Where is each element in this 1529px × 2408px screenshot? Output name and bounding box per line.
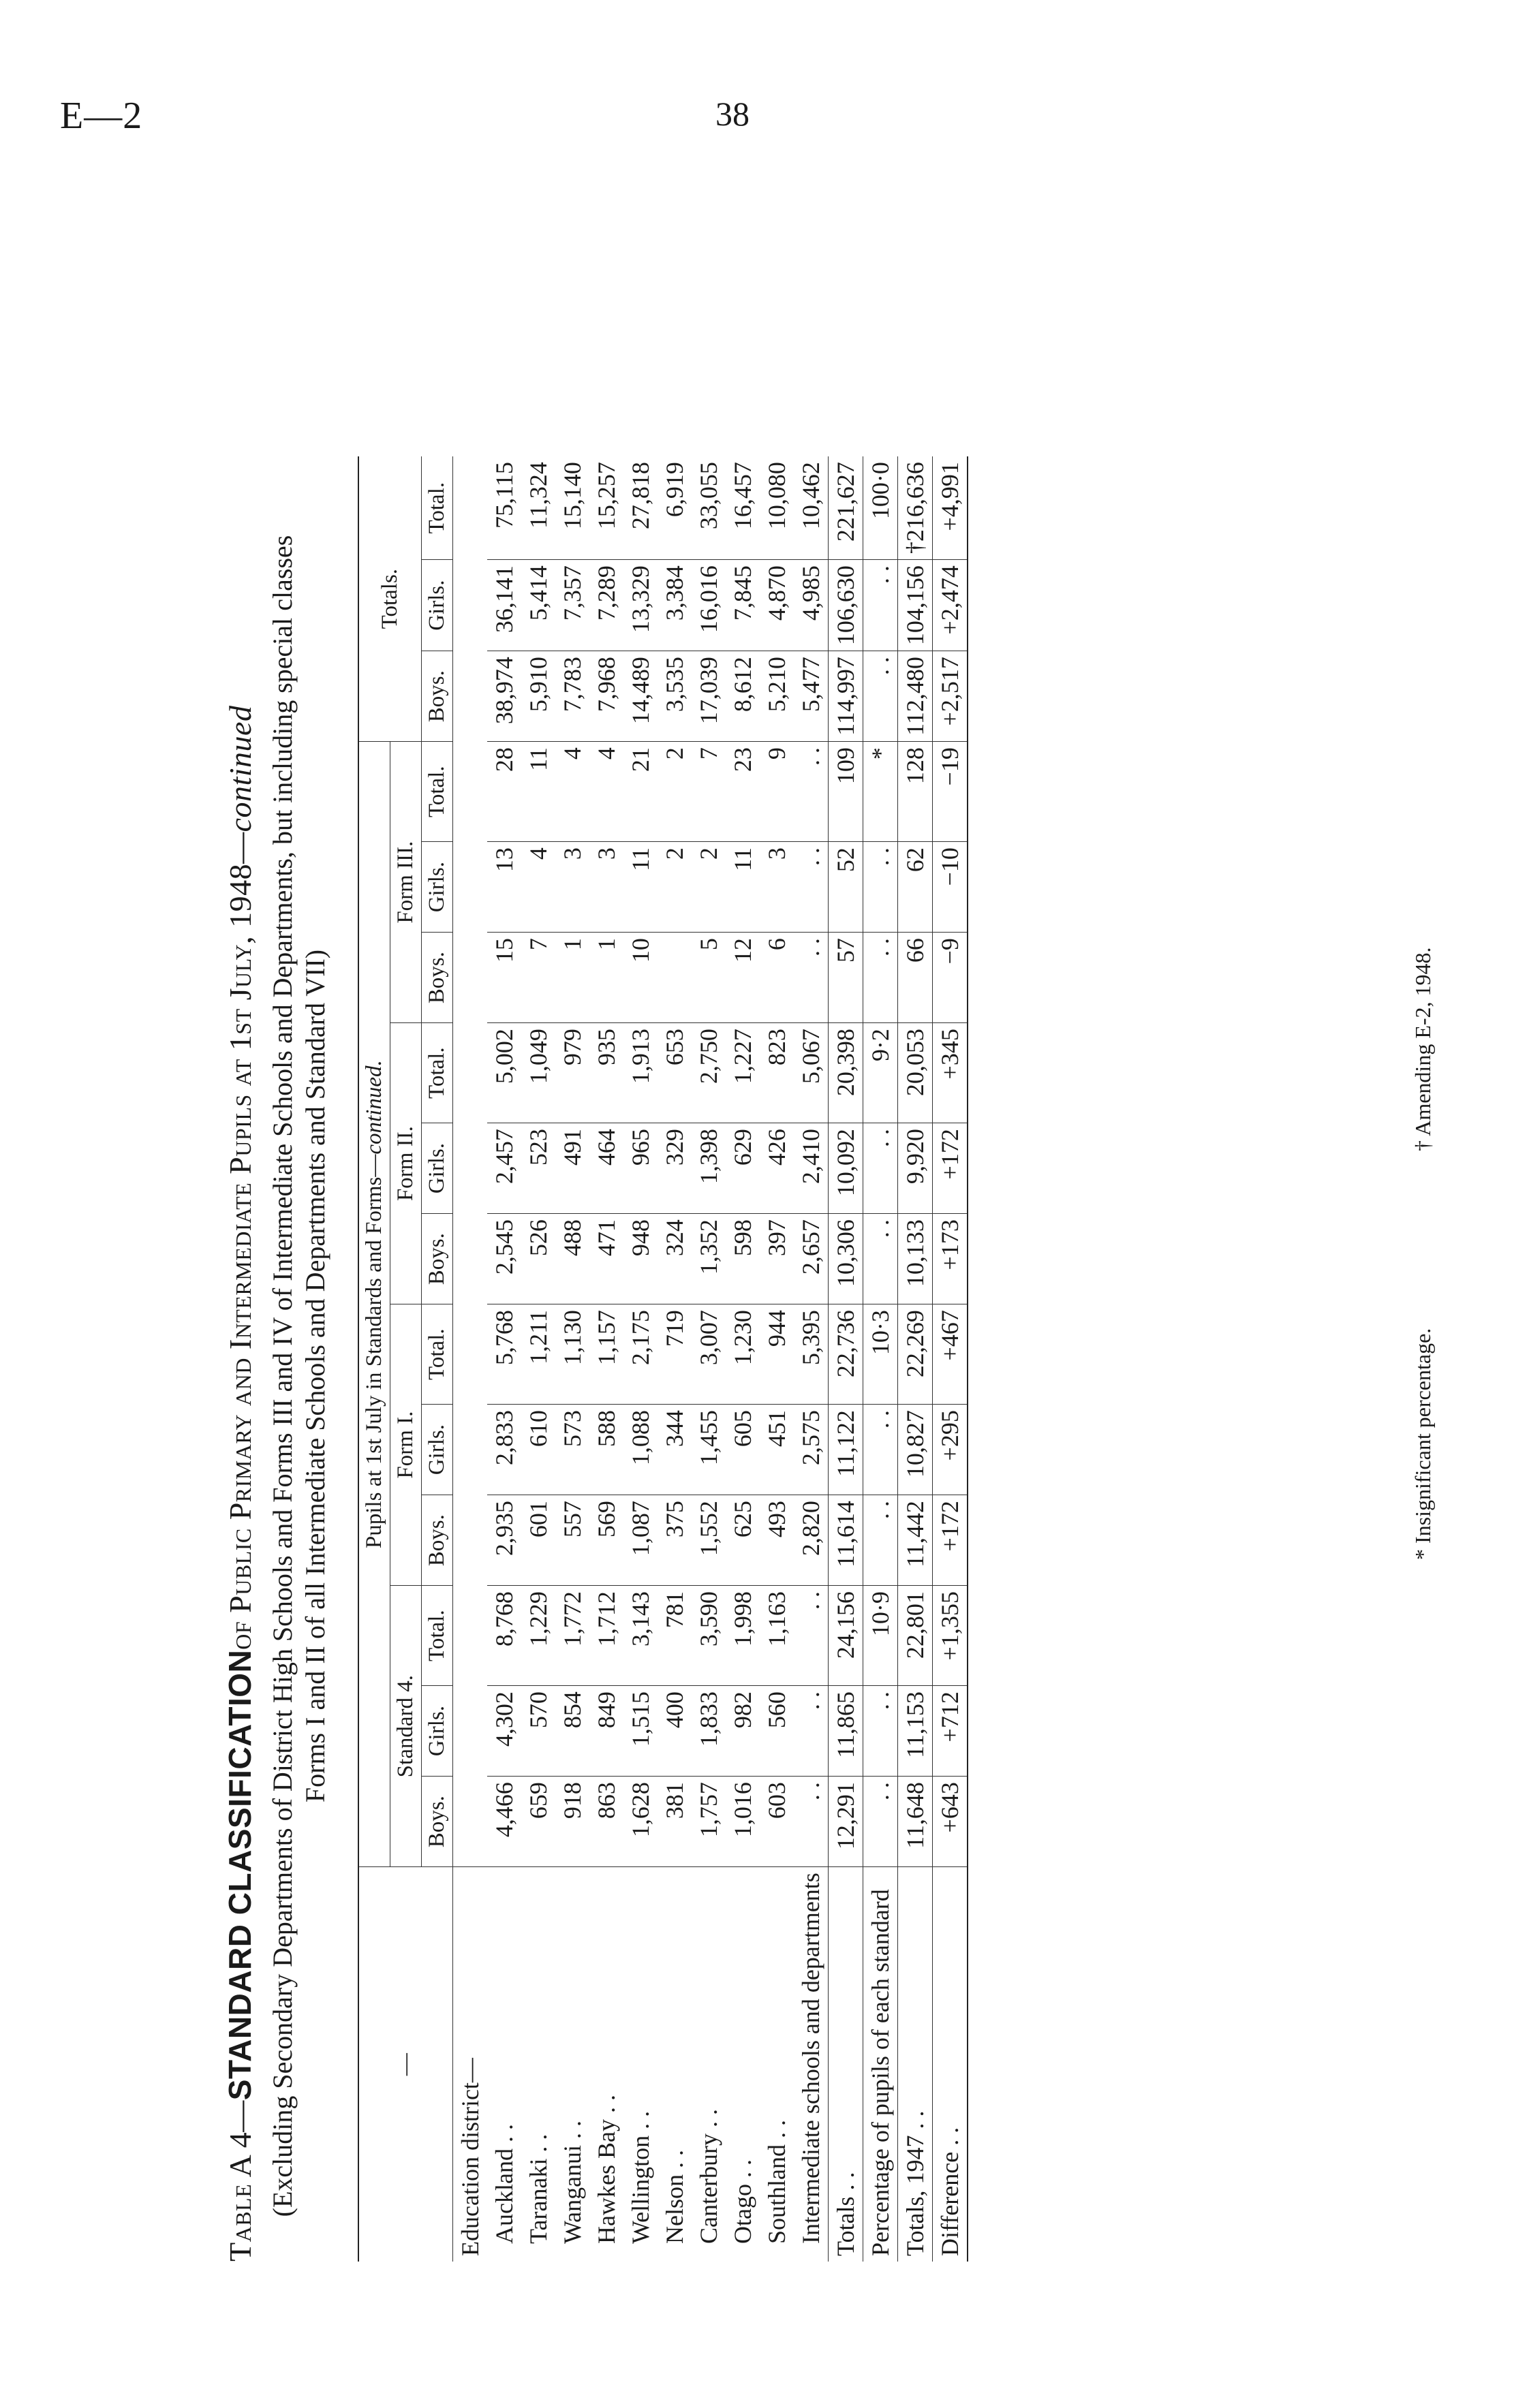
table-cell: 221,627 — [829, 456, 863, 560]
table-cell: 526 — [521, 1214, 555, 1304]
table-cell: 2,833 — [487, 1405, 521, 1495]
table-cell: 605 — [726, 1405, 760, 1495]
table-cell: 324 — [658, 1214, 692, 1304]
table-cell: 3 — [555, 842, 589, 933]
table-cell: 16,016 — [692, 560, 726, 651]
table-cell: 5,414 — [521, 560, 555, 651]
table-cell: 114,997 — [829, 651, 863, 742]
table-cell: 15 — [487, 933, 521, 1023]
table-cell: 1,352 — [692, 1214, 726, 1304]
table-cell: 20,053 — [898, 1023, 933, 1123]
table-cell: . . — [863, 933, 898, 1023]
district-row — [589, 456, 623, 2262]
table-cell: 38,974 — [487, 651, 521, 742]
table-cell: 397 — [760, 1214, 794, 1304]
table-cell: 24,156 — [829, 1586, 863, 1686]
row-label: Taranaki . . — [525, 2133, 552, 2244]
table-cell: 1 — [589, 933, 623, 1023]
table-body — [453, 456, 968, 2262]
table-cell: +643 — [933, 1777, 968, 1867]
group-standard-4: Standard 4. — [390, 1586, 422, 1867]
table-cell: 10·9 — [863, 1586, 898, 1686]
table-cell: 5,395 — [794, 1304, 829, 1405]
table-cell: 22,269 — [898, 1304, 933, 1405]
section-label: Education district— — [457, 2058, 484, 2256]
district-row — [623, 456, 658, 2262]
corner-cell: — — [358, 1867, 453, 2262]
table-cell: 610 — [521, 1405, 555, 1495]
table-cell: 598 — [726, 1214, 760, 1304]
table-cell: 100·0 — [863, 456, 898, 560]
table-cell: 9·2 — [863, 1023, 898, 1123]
subtitle-line-1: (Excluding Secondary Departments of District High Schools and Forms III and IV of Intermediate Schools and Departments, but including special classes — [267, 535, 298, 2217]
totals-row — [829, 456, 863, 2262]
table-cell: 7,289 — [589, 560, 623, 651]
table-cell: 12,291 — [829, 1777, 863, 1867]
table-cell: * — [863, 742, 898, 842]
table-cell: +172 — [933, 1495, 968, 1586]
table-cell: 10,080 — [760, 456, 794, 560]
table-cell: 603 — [760, 1777, 794, 1867]
district-row — [658, 456, 692, 2262]
table-cell: 5 — [692, 933, 726, 1023]
table-cell: 4,302 — [487, 1686, 521, 1777]
table-cell: 22,736 — [829, 1304, 863, 1405]
table-cell: . . — [794, 1586, 829, 1686]
footnote-insignificant: * Insignificant percentage. — [1410, 1328, 1435, 1560]
table-cell: 10 — [623, 933, 658, 1023]
row-label: Intermediate schools and departments — [797, 1873, 824, 2244]
table-cell: 16,457 — [726, 456, 760, 560]
table-cell: 27,818 — [623, 456, 658, 560]
district-row — [487, 456, 521, 2262]
table-cell: 560 — [760, 1686, 794, 1777]
table-cell: 2,657 — [794, 1214, 829, 1304]
district-row — [726, 456, 760, 2262]
table-cell: 11,865 — [829, 1686, 863, 1777]
table-cell: 4 — [555, 742, 589, 842]
table-cell: +467 — [933, 1304, 968, 1405]
table-cell: 601 — [521, 1495, 555, 1586]
row-label: Percentage of pupils of each standard — [867, 1889, 894, 2256]
table-cell: 1,833 — [692, 1686, 726, 1777]
table-cell: 10,306 — [829, 1214, 863, 1304]
district-row — [794, 456, 829, 2262]
table-cell: 1,628 — [623, 1777, 658, 1867]
table-cell: 1,087 — [623, 1495, 658, 1586]
table-cell: 400 — [658, 1686, 692, 1777]
district-row — [760, 456, 794, 2262]
table-cell: 344 — [658, 1405, 692, 1495]
table-cell: 11,153 — [898, 1686, 933, 1777]
table-cell: 493 — [760, 1495, 794, 1586]
table-cell: . . — [863, 1686, 898, 1777]
table-cell: . . — [863, 651, 898, 742]
table-cell: 11 — [623, 842, 658, 933]
table-cell: 5,768 — [487, 1304, 521, 1405]
table-cell: 557 — [555, 1495, 589, 1586]
table-cell: 22,801 — [898, 1586, 933, 1686]
table-cell: 570 — [521, 1686, 555, 1777]
table-cell: 629 — [726, 1123, 760, 1214]
table-cell: 5,067 — [794, 1023, 829, 1123]
subtitle-line-2: Forms I and II of all Intermediate Schools and Departments and Standard VII) — [300, 949, 330, 1803]
table-cell: 849 — [589, 1686, 623, 1777]
table-cell: 7,968 — [589, 651, 623, 742]
section-spacer — [453, 456, 488, 1867]
table-cell: 1,757 — [692, 1777, 726, 1867]
table-cell: +1,355 — [933, 1586, 968, 1686]
table-cell: 948 — [623, 1214, 658, 1304]
table-cell: 15,140 — [555, 456, 589, 560]
subheader-total: Total. — [422, 1023, 453, 1123]
table-cell: +2,474 — [933, 560, 968, 651]
table-cell: 2 — [658, 742, 692, 842]
table-cell: 11 — [521, 742, 555, 842]
subheader-boys: Boys. — [422, 1777, 453, 1867]
district-row — [521, 456, 555, 2262]
table-cell: . . — [863, 1495, 898, 1586]
table-cell: 381 — [658, 1777, 692, 1867]
table-cell: . . — [794, 933, 829, 1023]
table-cell: 15,257 — [589, 456, 623, 560]
table-cell: −9 — [933, 933, 968, 1023]
table-cell: 17,039 — [692, 651, 726, 742]
table-cell: 52 — [829, 842, 863, 933]
table-cell: 471 — [589, 1214, 623, 1304]
table-cell: 106,630 — [829, 560, 863, 651]
table-cell: 7 — [692, 742, 726, 842]
table-cell: 2,750 — [692, 1023, 726, 1123]
table-cell: 5,210 — [760, 651, 794, 742]
table-cell: 109 — [829, 742, 863, 842]
table-cell: 11 — [726, 842, 760, 933]
table-cell: 3,384 — [658, 560, 692, 651]
row-label: Nelson . . — [661, 2150, 688, 2244]
table-cell: 3,590 — [692, 1586, 726, 1686]
table-cell: 1,088 — [623, 1405, 658, 1495]
table-cell: +2,517 — [933, 651, 968, 742]
difference-row — [933, 456, 968, 2262]
table-cell: 5,910 — [521, 651, 555, 742]
table-cell: 982 — [726, 1686, 760, 1777]
table-cell: 10,827 — [898, 1405, 933, 1495]
table-cell: 375 — [658, 1495, 692, 1586]
title-continued: continued — [223, 705, 258, 832]
row-label: Canterbury . . — [695, 2109, 722, 2244]
table-cell: 12 — [726, 933, 760, 1023]
table-cell: 2,935 — [487, 1495, 521, 1586]
title-prefix: Table A 4— — [223, 2100, 258, 2262]
table-cell: 112,480 — [898, 651, 933, 742]
table-cell: 1,515 — [623, 1686, 658, 1777]
title-bold: STANDARD CLASSIFICATION — [222, 1649, 258, 2101]
table-cell: . . — [863, 1777, 898, 1867]
classification-table — [358, 456, 968, 2262]
table-cell: 62 — [898, 842, 933, 933]
table-cell: . . — [863, 1214, 898, 1304]
table-cell: −10 — [933, 842, 968, 933]
table-cell: 1,211 — [521, 1304, 555, 1405]
table-cell: 10,133 — [898, 1214, 933, 1304]
table-cell: 1,157 — [589, 1304, 623, 1405]
subheader-boys: Boys. — [422, 1495, 453, 1586]
group-header: Pupils at 1st July in Standards and Forms—continued. — [358, 742, 390, 1867]
table-cell: 66 — [898, 933, 933, 1023]
table-cell: . . — [794, 842, 829, 933]
subheader-girls: Girls. — [422, 1123, 453, 1214]
subheader-boys: Boys. — [422, 1214, 453, 1304]
row-label: Wellington . . — [627, 2110, 654, 2244]
table-cell: 979 — [555, 1023, 589, 1123]
table-cell: 5,477 — [794, 651, 829, 742]
table-cell: 451 — [760, 1405, 794, 1495]
table-cell: 1,130 — [555, 1304, 589, 1405]
table-cell: 1,455 — [692, 1405, 726, 1495]
table-cell: 965 — [623, 1123, 658, 1214]
table-cell: 10·3 — [863, 1304, 898, 1405]
group-form-2: Form II. — [390, 1023, 422, 1304]
table-cell: 5,002 — [487, 1023, 521, 1123]
table-cell: 75,115 — [487, 456, 521, 560]
district-row — [692, 456, 726, 2262]
table-cell: 10,462 — [794, 456, 829, 560]
table-cell: . . — [863, 560, 898, 651]
row-label: Totals, 1947 . . — [898, 1867, 933, 2262]
table-cell: 1 — [555, 933, 589, 1023]
table-cell: 11,648 — [898, 1777, 933, 1867]
table-cell: 7,783 — [555, 651, 589, 742]
table-cell: 659 — [521, 1777, 555, 1867]
table-cell: 1,163 — [760, 1586, 794, 1686]
row-label: Otago . . — [729, 2159, 756, 2244]
table-cell: 7,845 — [726, 560, 760, 651]
table-cell: 13 — [487, 842, 521, 933]
table-cell: 573 — [555, 1405, 589, 1495]
subheader-total: Total. — [422, 456, 453, 560]
table-cell: 28 — [487, 742, 521, 842]
table-cell: 569 — [589, 1495, 623, 1586]
table-cell: 426 — [760, 1123, 794, 1214]
table-cell: 14,489 — [623, 651, 658, 742]
table-cell: 10,092 — [829, 1123, 863, 1214]
row-label: Wanganui . . — [559, 2120, 586, 2244]
table-cell: 2,545 — [487, 1214, 521, 1304]
table-cell: 1,229 — [521, 1586, 555, 1686]
table-cell: 6,919 — [658, 456, 692, 560]
table-cell: 329 — [658, 1123, 692, 1214]
table-cell: 3,143 — [623, 1586, 658, 1686]
row-label: Hawkes Bay . . — [593, 2095, 620, 2244]
table-cell: 488 — [555, 1214, 589, 1304]
table-cell: 823 — [760, 1023, 794, 1123]
row-label: Difference . . — [933, 1867, 968, 2262]
row-label: Totals . . — [829, 1867, 863, 2262]
page-number: 38 — [715, 95, 750, 133]
table-cell: 4 — [521, 842, 555, 933]
table-cell: 1,398 — [692, 1123, 726, 1214]
table-cell: . . — [863, 1123, 898, 1214]
table-cell: 2,410 — [794, 1123, 829, 1214]
table-cell: +172 — [933, 1123, 968, 1214]
totals-1947-row — [898, 456, 933, 2262]
table-cell — [658, 933, 692, 1023]
subheader-girls: Girls. — [422, 842, 453, 933]
table-cell: 625 — [726, 1495, 760, 1586]
section-label-row — [453, 456, 488, 2262]
table-cell: +295 — [933, 1405, 968, 1495]
table-cell: 1,049 — [521, 1023, 555, 1123]
table-cell: 491 — [555, 1123, 589, 1214]
table-cell: 6 — [760, 933, 794, 1023]
group-form-3: Form III. — [390, 742, 422, 1023]
table-cell: 464 — [589, 1123, 623, 1214]
table-cell: 863 — [589, 1777, 623, 1867]
table-subtitle — [266, 490, 332, 2262]
group-form-1: Form I. — [390, 1304, 422, 1586]
rotated-table-region — [221, 157, 1462, 2268]
table-cell: 2,175 — [623, 1304, 658, 1405]
subheader-total: Total. — [422, 1586, 453, 1686]
subheader-total: Total. — [422, 742, 453, 842]
table-cell: 7 — [521, 933, 555, 1023]
table-cell: 1,230 — [726, 1304, 760, 1405]
table-cell: 935 — [589, 1023, 623, 1123]
table-cell: 653 — [658, 1023, 692, 1123]
district-row — [555, 456, 589, 2262]
table-cell: 8,768 — [487, 1586, 521, 1686]
table-cell: 8,612 — [726, 651, 760, 742]
table-cell: 2,820 — [794, 1495, 829, 1586]
table-cell: 854 — [555, 1686, 589, 1777]
table-title — [221, 150, 258, 2268]
subheader-boys: Boys. — [422, 933, 453, 1023]
table-cell: 9,920 — [898, 1123, 933, 1214]
table-cell: 3 — [589, 842, 623, 933]
table-cell: 2,457 — [487, 1123, 521, 1214]
table-cell: 523 — [521, 1123, 555, 1214]
table-cell: +4,991 — [933, 456, 968, 560]
row-label: Southland . . — [763, 2119, 790, 2244]
table-cell: 4 — [589, 742, 623, 842]
table-cell: 588 — [589, 1405, 623, 1495]
table-cell: 104,156 — [898, 560, 933, 651]
table-cell: . . — [794, 1777, 829, 1867]
table-cell: 9 — [760, 742, 794, 842]
table-cell: . . — [863, 842, 898, 933]
table-cell: 2 — [658, 842, 692, 933]
subheader-girls: Girls. — [422, 560, 453, 651]
table-cell: −19 — [933, 742, 968, 842]
table-cell: 11,614 — [829, 1495, 863, 1586]
table-cell: 2,575 — [794, 1405, 829, 1495]
table-cell: +345 — [933, 1023, 968, 1123]
table-cell: †216,636 — [898, 456, 933, 560]
footnote-amending: † Amending E-2, 1948. — [1410, 947, 1435, 1151]
table-cell: 1,913 — [623, 1023, 658, 1123]
table-cell: . . — [794, 1686, 829, 1777]
table-cell: 719 — [658, 1304, 692, 1405]
subheader-girls: Girls. — [422, 1686, 453, 1777]
table-cell: 944 — [760, 1304, 794, 1405]
table-cell: 36,141 — [487, 560, 521, 651]
table-cell: 33,055 — [692, 456, 726, 560]
table-cell: 3 — [760, 842, 794, 933]
row-label: Auckland . . — [491, 2124, 518, 2244]
table-cell: 4,870 — [760, 560, 794, 651]
table-cell: 4,466 — [487, 1777, 521, 1867]
table-cell: 23 — [726, 742, 760, 842]
table-cell: 11,442 — [898, 1495, 933, 1586]
table-cell: 2 — [692, 842, 726, 933]
table-cell: 21 — [623, 742, 658, 842]
table-cell: 1,712 — [589, 1586, 623, 1686]
table-cell: 1,016 — [726, 1777, 760, 1867]
table-cell: 13,329 — [623, 560, 658, 651]
table-cell: 3,535 — [658, 651, 692, 742]
table-cell: . . — [863, 1405, 898, 1495]
table-cell: 57 — [829, 933, 863, 1023]
table-cell: +712 — [933, 1686, 968, 1777]
table-cell: 781 — [658, 1586, 692, 1686]
table-cell: 1,998 — [726, 1586, 760, 1686]
totals-header: Totals. — [358, 456, 422, 742]
table-cell: 11,122 — [829, 1405, 863, 1495]
table-cell: 20,398 — [829, 1023, 863, 1123]
table-cell: +173 — [933, 1214, 968, 1304]
subheader-total: Total. — [422, 1304, 453, 1405]
table-cell: 7,357 — [555, 560, 589, 651]
table-cell: 1,772 — [555, 1586, 589, 1686]
table-cell: 1,552 — [692, 1495, 726, 1586]
table-cell: 128 — [898, 742, 933, 842]
table-cell: 918 — [555, 1777, 589, 1867]
subheader-boys: Boys. — [422, 651, 453, 742]
percentage-row — [863, 456, 898, 2262]
report-code: E—2 — [60, 95, 143, 137]
title-middle: of Public Primary and Intermediate Pupils at 1st July, 1948— — [223, 832, 258, 1650]
subheader-girls: Girls. — [422, 1405, 453, 1495]
table-cell: 3,007 — [692, 1304, 726, 1405]
table-cell: 11,324 — [521, 456, 555, 560]
table-cell: . . — [794, 742, 829, 842]
table-cell: 1,227 — [726, 1023, 760, 1123]
table-cell: 4,985 — [794, 560, 829, 651]
